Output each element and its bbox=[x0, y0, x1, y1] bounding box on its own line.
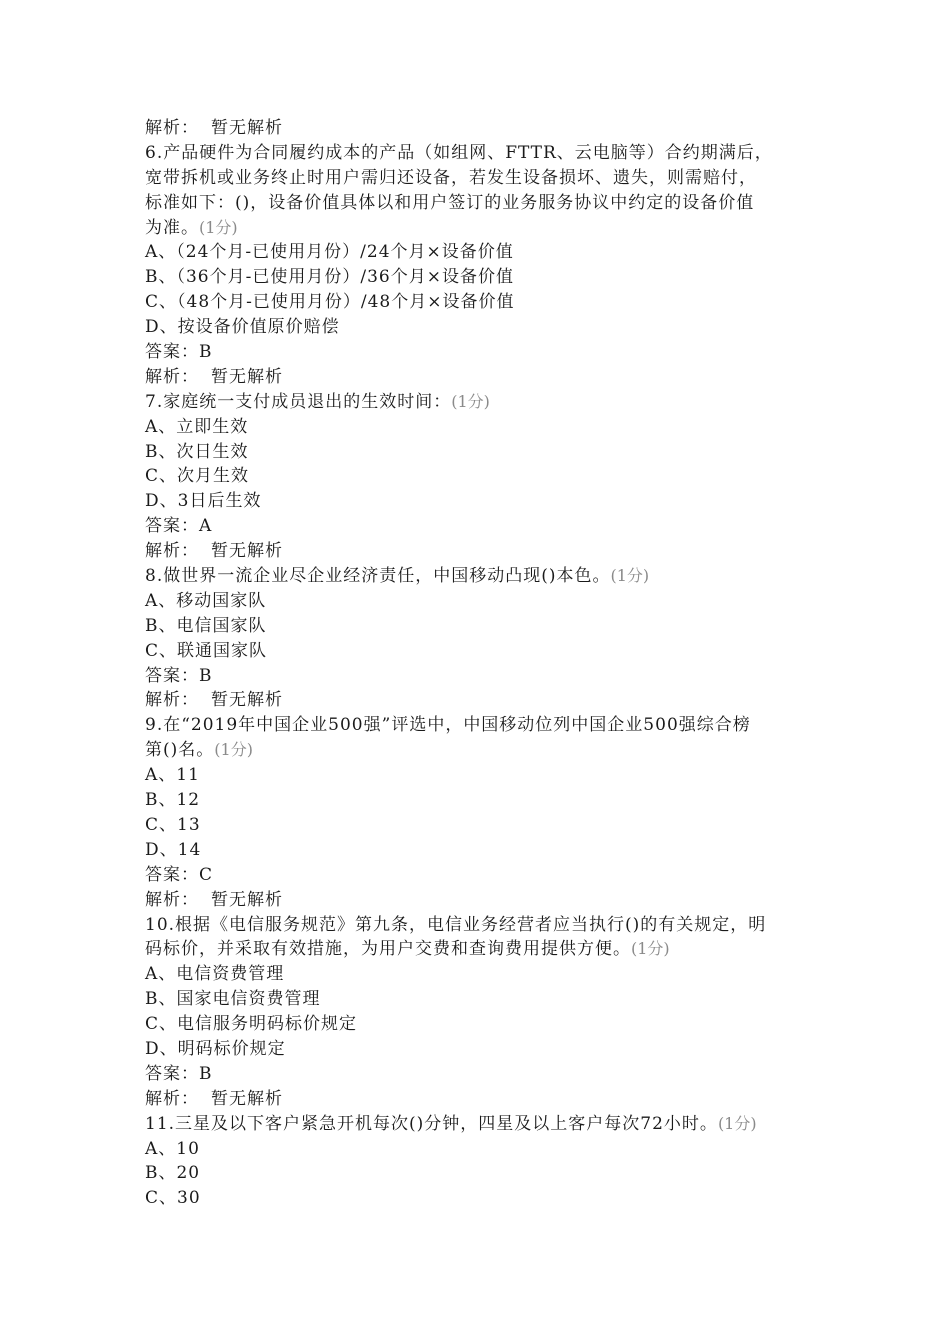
question-text: 11.三星及以下客户紧急开机每次()分钟，四星及以上客户每次72小时。 bbox=[145, 1113, 718, 1134]
question-text: 码标价，并采取有效措施，为用户交费和查询费用提供方便。 bbox=[145, 939, 631, 960]
question-text: 8.做世界一流企业尽企业经济责任，中国移动凸现()本色。 bbox=[145, 566, 611, 587]
analysis-line bbox=[145, 116, 815, 141]
question-score: (1分) bbox=[610, 566, 650, 586]
answer-text: 答案：B bbox=[145, 665, 213, 686]
answer-text: 答案：B bbox=[145, 342, 213, 363]
question-score: (1分) bbox=[631, 939, 670, 959]
answer-option bbox=[145, 987, 815, 1012]
option-text: A、移动国家队 bbox=[145, 590, 267, 611]
question-line bbox=[145, 913, 815, 938]
question-line bbox=[145, 564, 815, 589]
analysis-label: 解析： bbox=[145, 690, 199, 711]
analysis-label: 解析： bbox=[145, 541, 199, 562]
analysis-line bbox=[145, 1087, 815, 1112]
answer-line bbox=[145, 664, 815, 689]
answer-option bbox=[145, 962, 815, 987]
question-line bbox=[145, 191, 815, 216]
question-text: 6.产品硬件为合同履约成本的产品（如组网、FTTR、云电脑等）合约期满后， bbox=[145, 142, 773, 163]
question-score: (1分) bbox=[717, 1113, 757, 1133]
answer-option bbox=[145, 464, 815, 489]
answer-line bbox=[145, 863, 815, 888]
answer-line bbox=[145, 514, 815, 539]
answer-option bbox=[145, 838, 815, 863]
question-text: 为准。 bbox=[145, 217, 199, 238]
option-text: B、电信国家队 bbox=[145, 615, 267, 636]
answer-option bbox=[145, 489, 815, 514]
answer-option bbox=[145, 315, 815, 340]
question-text: 10.根据《电信服务规范》第九条，电信业务经营者应当执行()的有关规定，明 bbox=[145, 914, 767, 935]
option-text: C、电信服务明码标价规定 bbox=[145, 1014, 358, 1035]
question-line bbox=[145, 713, 815, 738]
answer-text: 答案：C bbox=[145, 864, 214, 885]
answer-option bbox=[145, 1186, 815, 1211]
option-text: C、（48个月-已使用月份）/48个月×设备价值 bbox=[145, 292, 515, 313]
analysis-line bbox=[145, 688, 815, 713]
option-text: C、次月生效 bbox=[145, 466, 250, 487]
question-text: 宽带拆机或业务终止时用户需归还设备，若发生设备损坏、遗失，则需赔付， bbox=[145, 167, 757, 188]
option-text: D、明码标价规定 bbox=[145, 1038, 286, 1059]
question-score: (1分) bbox=[214, 740, 253, 760]
analysis-label: 解析： bbox=[145, 366, 199, 387]
question-line bbox=[145, 390, 815, 415]
answer-option bbox=[145, 1012, 815, 1037]
option-text: C、30 bbox=[145, 1188, 201, 1209]
analysis-line bbox=[145, 539, 815, 564]
answer-option bbox=[145, 1037, 815, 1062]
analysis-text: 暂无解析 bbox=[211, 690, 283, 711]
question-line bbox=[145, 937, 815, 962]
analysis-label: 解析： bbox=[145, 118, 199, 138]
answer-option bbox=[145, 813, 815, 838]
question-line bbox=[145, 738, 815, 763]
analysis-line bbox=[145, 365, 815, 390]
question-text: 7.家庭统一支付成员退出的生效时间： bbox=[145, 391, 452, 412]
answer-option bbox=[145, 763, 815, 788]
option-text: B、20 bbox=[145, 1163, 201, 1184]
answer-option bbox=[145, 290, 815, 315]
analysis-label: 解析： bbox=[145, 1088, 199, 1109]
analysis-text: 暂无解析 bbox=[211, 889, 283, 910]
option-text: A、电信资费管理 bbox=[145, 964, 285, 985]
answer-line bbox=[145, 340, 815, 365]
option-text: A、11 bbox=[145, 765, 200, 786]
option-text: A、10 bbox=[145, 1138, 200, 1159]
analysis-text: 暂无解析 bbox=[211, 541, 283, 562]
answer-option bbox=[145, 240, 815, 265]
question-line bbox=[145, 216, 815, 241]
option-text: D、按设备价值原价赔偿 bbox=[145, 317, 340, 338]
analysis-text: 暂无解析 bbox=[211, 118, 283, 138]
answer-option bbox=[145, 1137, 815, 1162]
option-text: B、（36个月-已使用月份）/36个月×设备价值 bbox=[145, 267, 514, 288]
option-text: B、次日生效 bbox=[145, 441, 249, 462]
answer-option bbox=[145, 639, 815, 664]
analysis-line bbox=[145, 888, 815, 913]
answer-line bbox=[145, 1062, 815, 1087]
question-line bbox=[145, 166, 815, 191]
analysis-label: 解析： bbox=[145, 889, 199, 910]
option-text: D、3日后生效 bbox=[145, 491, 262, 512]
answer-option bbox=[145, 1161, 815, 1186]
question-list bbox=[145, 116, 815, 1211]
option-text: A、立即生效 bbox=[145, 416, 249, 437]
answer-option bbox=[145, 788, 815, 813]
question-score: (1分) bbox=[199, 217, 238, 237]
question-line bbox=[145, 1112, 815, 1137]
answer-text: 答案：A bbox=[145, 516, 213, 537]
option-text: D、14 bbox=[145, 839, 202, 860]
analysis-text: 暂无解析 bbox=[211, 366, 283, 387]
question-line bbox=[145, 141, 815, 166]
answer-option bbox=[145, 415, 815, 440]
question-text: 9.在“2019年中国企业500强”评选中，中国移动位列中国企业500强综合榜 bbox=[145, 715, 751, 736]
option-text: C、13 bbox=[145, 814, 201, 835]
option-text: B、国家电信资费管理 bbox=[145, 989, 321, 1010]
analysis-text: 暂无解析 bbox=[211, 1088, 283, 1109]
option-text: C、联通国家队 bbox=[145, 640, 268, 661]
answer-option bbox=[145, 614, 815, 639]
option-text: A、（24个月-已使用月份）/24个月×设备价值 bbox=[145, 242, 514, 263]
answer-text: 答案：B bbox=[145, 1063, 213, 1084]
answer-option bbox=[145, 265, 815, 290]
option-text: B、12 bbox=[145, 790, 201, 811]
question-text: 标准如下：()，设备价值具体以和用户签订的业务服务协议中约定的设备价值 bbox=[145, 192, 755, 213]
answer-option bbox=[145, 440, 815, 465]
question-text: 第()名。 bbox=[145, 740, 215, 761]
answer-option bbox=[145, 589, 815, 614]
question-score: (1分) bbox=[451, 391, 490, 411]
